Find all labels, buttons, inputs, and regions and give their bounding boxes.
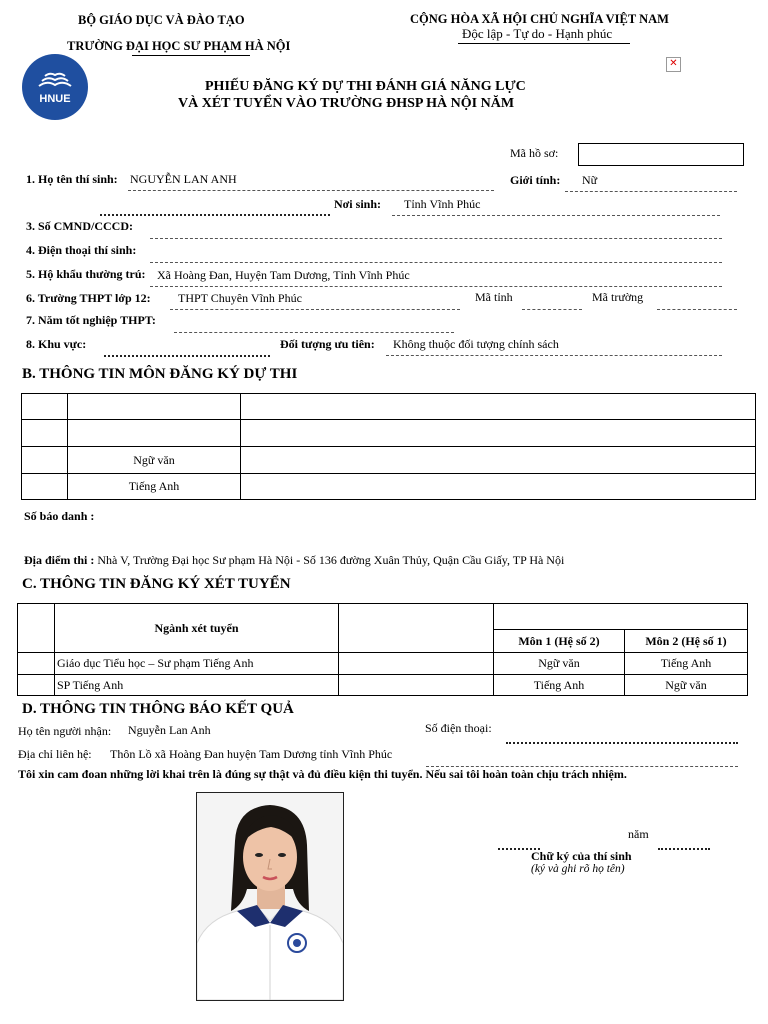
note-cell [241, 394, 756, 420]
open-book-icon [36, 70, 74, 92]
birthplace-label: Nơi sinh: [334, 197, 381, 211]
date-year-label: năm [628, 827, 649, 841]
graduation-year-line[interactable] [174, 332, 454, 333]
motto: Độc lập - Tự do - Hạnh phúc [462, 26, 613, 41]
note-cell [241, 474, 756, 500]
row-number-cell [22, 394, 68, 420]
school-code-label: Mã trường [592, 290, 644, 304]
contact-phone-line[interactable] [506, 742, 738, 744]
row-number-cell [22, 474, 68, 500]
recipient-label: Họ tên người nhận: [18, 724, 112, 738]
area-label: 8. Khu vực: [26, 337, 87, 351]
priority-line [386, 355, 722, 356]
dob-line [100, 214, 330, 216]
exam-venue-label: Địa điểm thi : [24, 553, 95, 567]
school-line [170, 309, 460, 310]
exam-venue-value: Nhà V, Trường Đại học Sư phạm Hà Nội - Số 136 đường Xuân Thủy, Quận Cầu Giấy, TP Hà Nội [97, 553, 565, 567]
subject-cell [68, 420, 241, 447]
exam-venue [24, 553, 564, 568]
broken-image-icon: ✕ [666, 57, 681, 72]
table-row [18, 675, 748, 696]
residence-label: 5. Hộ khẩu thường trú: [26, 267, 146, 281]
gender-value[interactable]: Nữ [582, 173, 598, 187]
province-code-line[interactable] [522, 309, 582, 310]
subject1-cell: Ngữ văn [494, 653, 625, 675]
province-code-label: Mã tỉnh [475, 290, 513, 304]
section-b-title: B. THÔNG TIN MÔN ĐĂNG KÝ DỰ THI [22, 366, 298, 382]
priority-value[interactable]: Không thuộc đối tượng chính sách [393, 337, 559, 351]
university-name: TRƯỜNG ĐẠI HỌC SƯ PHẠM HÀ NỘI [67, 39, 291, 53]
form-title-line1: PHIẾU ĐĂNG KÝ DỰ THI ĐÁNH GIÁ NĂNG LỰC [205, 79, 526, 94]
full-name-label: 1. Họ tên thí sinh: [26, 172, 118, 186]
ministry-name: BỘ GIÁO DỤC VÀ ĐÀO TẠO [78, 13, 245, 27]
logo-text: HNUE [39, 92, 71, 105]
phone-line[interactable] [150, 262, 722, 263]
id-number-label: 3. Số CMND/CCCD: [26, 219, 133, 233]
address-label: Địa chỉ liên hệ: [18, 747, 92, 761]
row-number-cell [22, 420, 68, 447]
subject2-header: Môn 2 (Hệ số 1) [625, 630, 748, 653]
residence-line [150, 286, 722, 287]
recipient-value[interactable]: Nguyễn Lan Anh [128, 723, 211, 737]
code-header-cell [339, 604, 494, 653]
signature-label: Chữ ký của thí sinh [531, 849, 632, 863]
subjects-group-header [494, 604, 748, 630]
address-value[interactable]: Thôn Lồ xã Hoàng Đan huyện Tam Dương tỉnh Vĩnh Phúc [110, 747, 393, 761]
table-row [22, 447, 756, 474]
phone-label: 4. Điện thoại thí sinh: [26, 243, 137, 257]
subject-cell: Ngữ văn [68, 447, 241, 474]
candidate-photo [196, 792, 344, 1001]
gender-line [565, 191, 737, 192]
university-underline [132, 55, 250, 56]
subject2-cell: Tiếng Anh [625, 653, 748, 675]
index-cell [18, 675, 55, 696]
exam-subjects-table [21, 393, 756, 500]
contact-phone-label: Số điện thoại: [425, 721, 492, 735]
table-row [22, 420, 756, 447]
gender-label: Giới tính: [510, 173, 561, 187]
admission-table [17, 603, 748, 696]
note-cell [241, 420, 756, 447]
subject-cell: Tiếng Anh [68, 474, 241, 500]
birthplace-line [392, 215, 720, 216]
file-code-field[interactable] [578, 143, 744, 166]
subject2-cell: Ngữ văn [625, 675, 748, 696]
school-value[interactable]: THPT Chuyên Vĩnh Phúc [178, 291, 302, 305]
candidate-portrait [197, 793, 343, 1000]
subject1-cell: Tiếng Anh [494, 675, 625, 696]
major-cell: SP Tiếng Anh [55, 675, 339, 696]
table-row [22, 474, 756, 500]
graduation-year-label: 7. Năm tốt nghiệp THPT: [26, 313, 156, 327]
declaration-text: Tôi xin cam đoan những lời khai trên là đúng sự thật và đủ điều kiện thi tuyển. Nếu sai tôi hoàn toàn chịu trách nhiệm. [18, 767, 627, 781]
full-name-line [128, 190, 494, 191]
form-title-line2: VÀ XÉT TUYỂN VÀO TRƯỜNG ĐHSP HÀ NỘI NĂM [178, 96, 515, 111]
code-cell [339, 653, 494, 675]
subject1-header: Môn 1 (Hệ số 2) [494, 630, 625, 653]
school-code-line[interactable] [657, 309, 737, 310]
section-c-title: C. THÔNG TIN ĐĂNG KÝ XÉT TUYỂN [22, 576, 291, 592]
file-code-label: Mã hồ sơ: [510, 146, 559, 160]
index-header-cell [18, 604, 55, 653]
table-row [22, 394, 756, 420]
table-row [18, 653, 748, 675]
school-label: 6. Trường THPT lớp 12: [26, 291, 151, 305]
priority-label: Đối tượng ưu tiên: [280, 337, 375, 351]
republic-name: CỘNG HÒA XÃ HỘI CHỦ NGHĨA VIỆT NAM [410, 12, 669, 26]
code-cell [339, 675, 494, 696]
motto-underline [458, 43, 630, 44]
row-number-cell [22, 447, 68, 474]
major-header: Ngành xét tuyển [55, 604, 339, 653]
full-name-value[interactable]: NGUYỄN LAN ANH [130, 172, 237, 186]
section-d-title: D. THÔNG TIN THÔNG BÁO KẾT QUẢ [22, 701, 294, 717]
signature-note: (ký và ghi rõ họ tên) [531, 863, 625, 875]
table-header-row [18, 604, 748, 630]
date-year-line[interactable] [658, 848, 710, 850]
major-cell: Giáo dục Tiểu học – Sư phạm Tiếng Anh [55, 653, 339, 675]
subject-cell [68, 394, 241, 420]
birthplace-value[interactable]: Tỉnh Vĩnh Phúc [404, 197, 481, 211]
area-line[interactable] [104, 355, 270, 357]
residence-value[interactable]: Xã Hoàng Đan, Huyện Tam Dương, Tỉnh Vĩnh Phúc [157, 268, 410, 282]
note-cell [241, 447, 756, 474]
index-cell [18, 653, 55, 675]
hnue-logo [22, 54, 88, 120]
candidate-number-label: Số báo danh : [24, 509, 95, 523]
id-number-line[interactable] [150, 238, 722, 239]
